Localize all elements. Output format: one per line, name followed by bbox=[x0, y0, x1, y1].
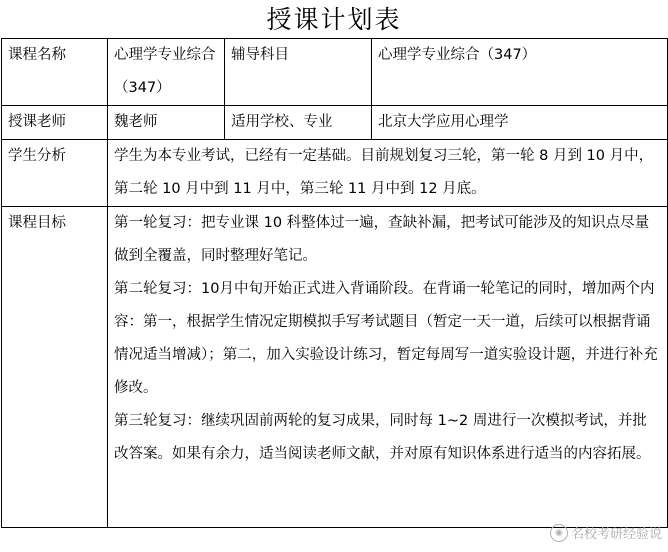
student-analysis-value: 学生为本专业考试，已经有一定基础。目前规划复习三轮，第一轮 8 月到 10 月中，第二轮 10 月中到 11 月中，第三轮 11 月中到 12 月底。 bbox=[108, 140, 668, 207]
goal-round-3: 第三轮复习：继续巩固前两轮的复习成果，同时每 1~2 周进行一次模拟考试，并批改答案。如果有余力，适当阅读老师文献，并对原有知识体系进行适当的内容拓展。 bbox=[114, 413, 651, 462]
goal-round-1: 第一轮复习：把专业课 10 科整体过一遍，查缺补漏，把考试可能涉及的知识点尽量做到全覆盖，同时整理好笔记。 bbox=[114, 215, 650, 264]
watermark-text: 名校考研经验说 bbox=[570, 527, 662, 542]
weibo-icon: ◉ bbox=[550, 524, 568, 542]
course-name-value: 心理学专业综合（347） bbox=[108, 39, 225, 106]
student-analysis-label: 学生分析 bbox=[2, 140, 108, 207]
target-school-value: 北京大学应用心理学 bbox=[372, 106, 668, 140]
goal-round-2: 第二轮复习：10月中旬开始正式进入背诵阶段。在背诵一轮笔记的同时，增加两个内容：第一，根据学生情况定期模拟手写考试题目（暂定一天一道，后续可以根据背诵情况适当增减）；第二，加入实验设计练习，暂定每周写一道实验设计题，并进行补充修改。 bbox=[114, 281, 658, 396]
table-row-goal bbox=[2, 207, 668, 528]
table-row-student bbox=[2, 140, 668, 207]
subject-value: 心理学专业综合（347） bbox=[372, 39, 668, 106]
table-row-course bbox=[2, 39, 668, 106]
teacher-label: 授课老师 bbox=[2, 106, 108, 140]
teacher-value: 魏老师 bbox=[108, 106, 225, 140]
course-name-label: 课程名称 bbox=[2, 39, 108, 106]
course-goal-value bbox=[108, 207, 668, 528]
watermark bbox=[550, 523, 662, 542]
target-school-label: 适用学校、专业 bbox=[225, 106, 372, 140]
lesson-plan-table bbox=[1, 38, 668, 528]
page-title: 授课计划表 bbox=[266, 5, 402, 34]
course-goal-label: 课程目标 bbox=[2, 207, 108, 528]
subject-label: 辅导科目 bbox=[225, 39, 372, 106]
table-row-teacher bbox=[2, 106, 668, 140]
